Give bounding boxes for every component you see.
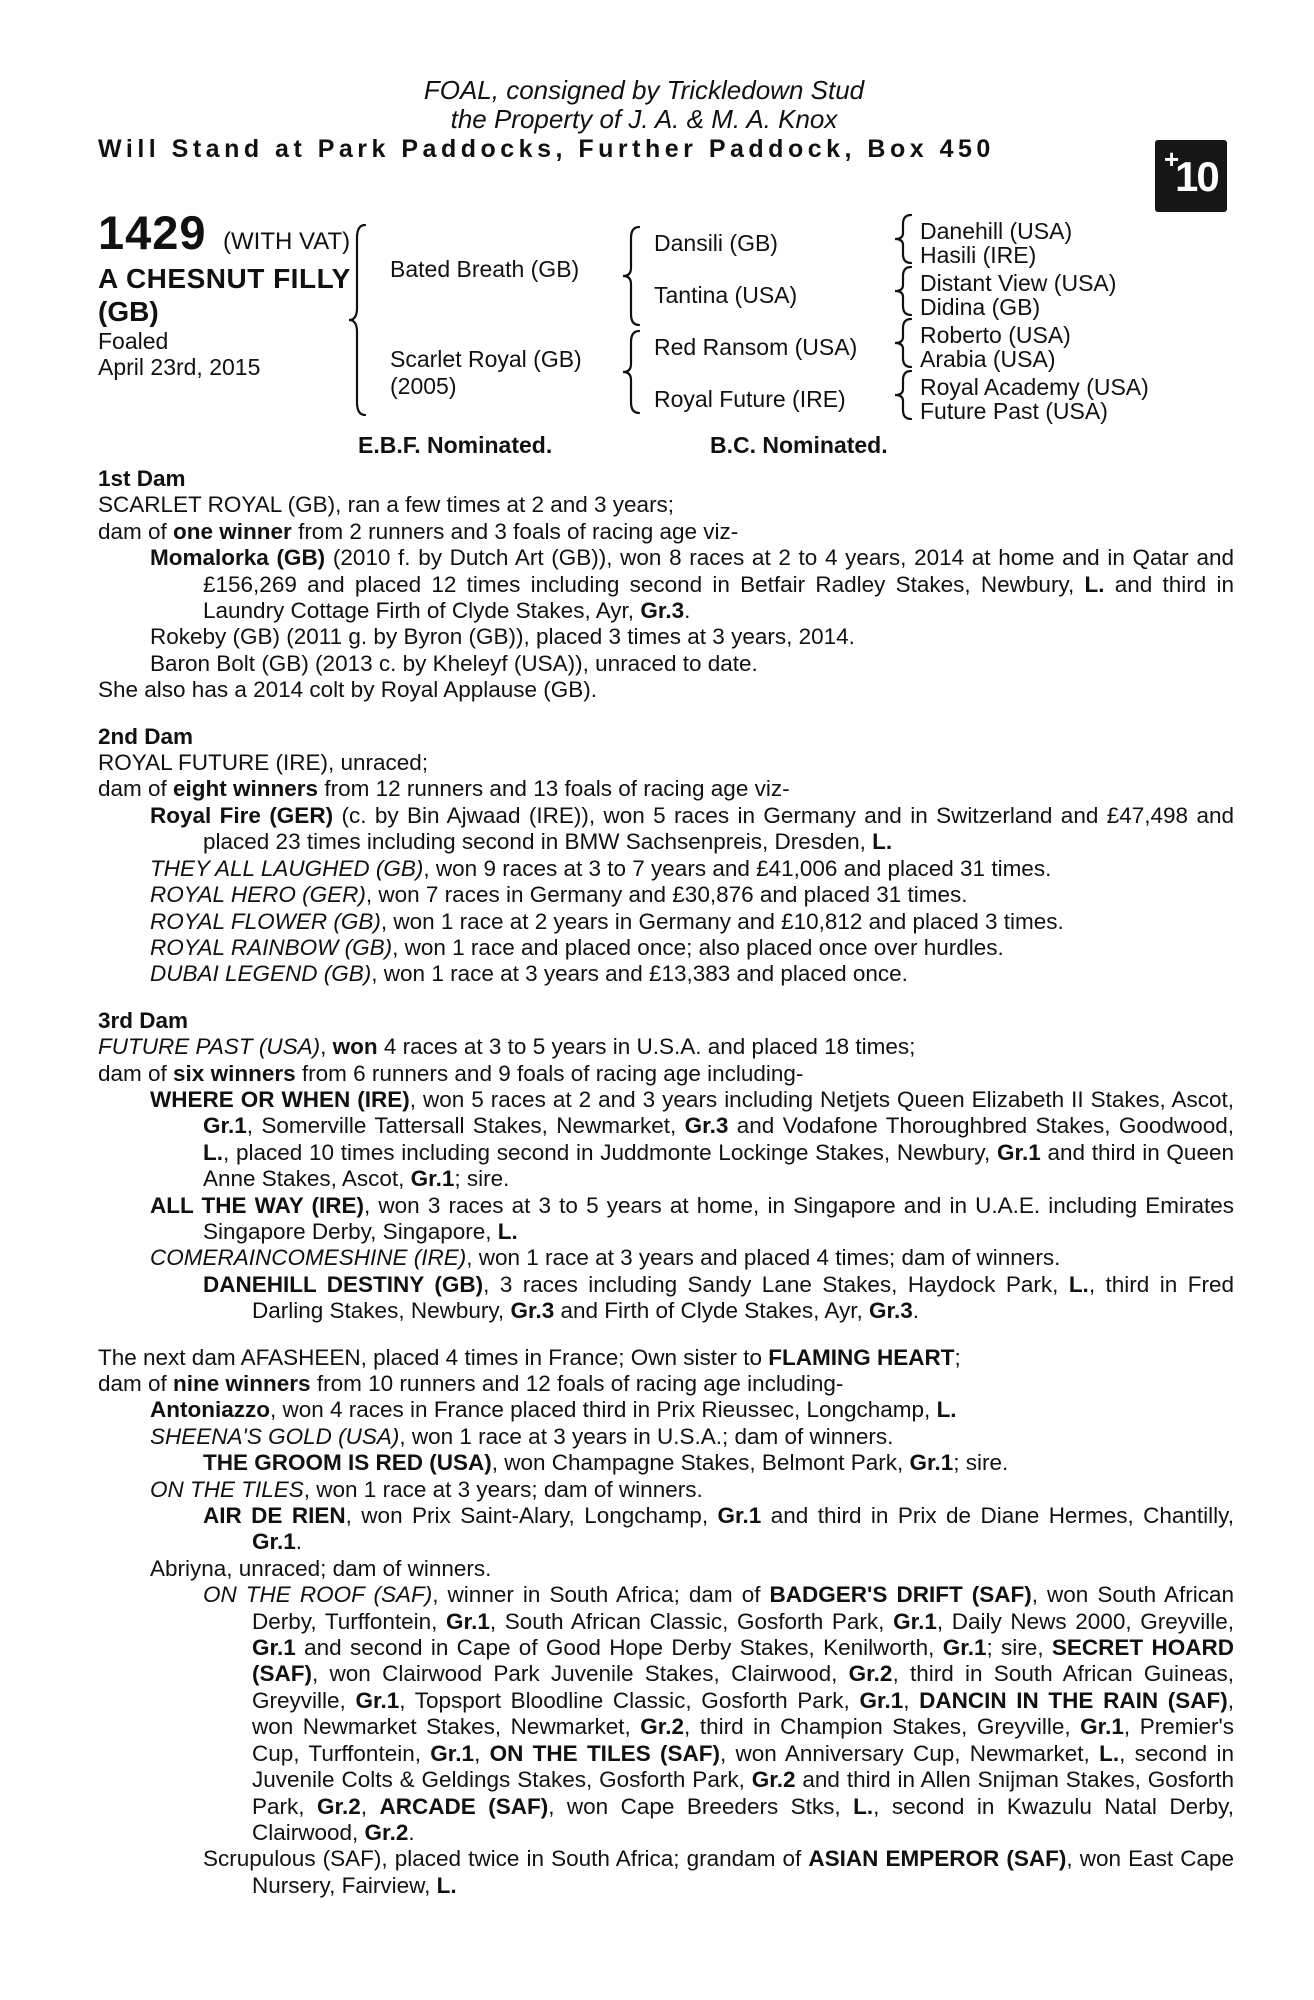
text-run: Gr.1 (859, 1687, 904, 1713)
grandsire-1: Dansili (GB) (654, 230, 778, 256)
text-run: ROYAL FLOWER (GB) (150, 908, 381, 934)
text-run: and third in Allen Snijman Stakes, Gosforth Park, (252, 1767, 1234, 1819)
text-run: , won Prix Saint-Alary, Longchamp, (345, 1503, 718, 1529)
catalog-paragraph (98, 856, 1234, 882)
text-run: Gr.2 (751, 1767, 796, 1793)
horse-country: (GB) (98, 296, 159, 327)
catalog-paragraph (98, 624, 1234, 650)
ebf-nomination: E.B.F. Nominated. (358, 432, 553, 458)
text-run: L. (936, 1397, 957, 1423)
text-run: , third in Fred Darling Stakes, Newbury, (252, 1271, 1234, 1324)
text-run: , Somerville Tattersall Stakes, Newmarket, (246, 1113, 685, 1139)
pedigree-section (98, 1008, 1234, 1325)
text-run: from 12 runners and 13 foals of racing age viz- (318, 776, 790, 802)
text-run: Gr.1 (203, 1113, 247, 1139)
text-run: , won South African Derby, Turffontein, (252, 1582, 1235, 1634)
pedigree-brace-sire (622, 226, 640, 326)
text-run: ARCADE (SAF) (379, 1793, 549, 1819)
text-run: DUBAI LEGEND (GB) (150, 961, 372, 987)
catalog-paragraph (98, 492, 1234, 518)
text-run: Baron Bolt (GB) (2013 c. by Kheleyf (USA)), unraced to date. (150, 650, 758, 676)
section-heading: 1st Dam (98, 466, 186, 491)
text-run: Gr.2 (640, 1714, 685, 1740)
plus-10-badge-icon (1155, 140, 1227, 212)
catalog-paragraph (98, 1272, 1234, 1325)
great-grandparent-7: Royal Academy (USA) (920, 374, 1149, 400)
lot-row (98, 205, 350, 260)
text-run: dam of (98, 776, 174, 802)
text-run: Gr.1 (410, 1166, 455, 1192)
text-run: Gr.3 (868, 1298, 913, 1324)
text-run: . (684, 598, 691, 624)
text-run: Gr.1 (355, 1687, 400, 1713)
catalog-paragraph (98, 1397, 1234, 1423)
catalog-paragraph (98, 935, 1234, 961)
text-run: , Premier's Cup, Turffontein, (252, 1714, 1234, 1766)
text-run: Gr.1 (430, 1740, 475, 1766)
text-run: from 10 runners and 12 foals of racing age including- (310, 1371, 844, 1396)
text-run: , South African Classic, Gosforth Park, (489, 1608, 894, 1634)
great-grandparent-6: Arabia (USA) (920, 346, 1056, 372)
text-run: , won 9 races at 3 to 7 years and £41,006 and placed 31 times. (423, 855, 1052, 881)
text-run: ALL THE WAY (IRE) (150, 1192, 365, 1218)
text-run: ROYAL HERO (GER) (150, 882, 366, 908)
pedigree-section (98, 1345, 1234, 1900)
grandsire-2: Red Ransom (USA) (654, 334, 858, 360)
catalog-paragraph (98, 1450, 1234, 1476)
text-run: eight winners (173, 776, 319, 802)
text-run: Abriyna, unraced; dam of winners. (150, 1555, 492, 1581)
great-grandparent-2: Hasili (IRE) (920, 242, 1037, 268)
catalog-paragraph (98, 1477, 1234, 1503)
text-run: L. (1099, 1740, 1120, 1766)
text-run: Gr.1 (252, 1635, 296, 1661)
text-run: one winner (173, 518, 292, 544)
text-run: , Topsport Bloodline Classic, Gosforth Park, (399, 1687, 860, 1713)
pedigree-section (98, 724, 1234, 988)
text-run: , won 7 races in Germany and £30,876 and placed 31 times. (365, 882, 968, 908)
text-run: , won 1 race at 3 years and placed 4 times; dam of winners. (466, 1245, 1061, 1271)
text-run: Royal Fire (GER) (150, 802, 334, 828)
pedigree-brace-gen4-1 (894, 214, 912, 264)
catalog-paragraph (98, 1345, 1234, 1371)
catalog-paragraph (98, 545, 1234, 624)
text-run: , third in Champion Stakes, Greyville, (684, 1714, 1081, 1740)
text-run: won (332, 1034, 378, 1060)
catalog-paragraph (98, 1424, 1234, 1450)
text-run: SCARLET ROYAL (GB), ran a few times at 2 and 3 years; (98, 492, 675, 518)
text-run: L. (872, 829, 893, 855)
text-run: COMERAINCOMESHINE (IRE) (150, 1245, 467, 1271)
text-run: , won 4 races in France placed third in Prix Rieussec, Longchamp, (269, 1397, 937, 1423)
text-run: , (320, 1034, 333, 1060)
pedigree-section (98, 466, 1234, 704)
text-run: and third in Laundry Cottage Firth of Clyde Stakes, Ayr, (203, 571, 1234, 624)
text-run: Gr.1 (893, 1608, 937, 1634)
catalog-paragraph (98, 803, 1234, 856)
catalog-paragraph (98, 1556, 1234, 1582)
catalog-paragraph (98, 1503, 1234, 1556)
text-run: nine winners (173, 1371, 311, 1396)
text-run: , won East Cape Nursery, Fairview, (252, 1846, 1234, 1898)
text-run: , won 1 race at 2 years in Germany and £10,812 and placed 3 times. (380, 908, 1064, 934)
text-run: , (903, 1687, 920, 1713)
great-grandparent-1: Danehill (USA) (920, 218, 1073, 244)
text-run: Antoniazzo (150, 1397, 270, 1423)
text-run: L. (436, 1872, 457, 1898)
text-run: . (912, 1298, 920, 1324)
text-run: ROYAL RAINBOW (GB) (150, 934, 393, 960)
catalog-paragraph (98, 1087, 1234, 1193)
text-run: ON THE TILES (SAF) (489, 1740, 720, 1766)
text-run: , second in Kwazulu Natal Derby, Clairwood, (252, 1793, 1234, 1845)
text-run: , won Anniversary Cup, Newmarket, (719, 1740, 1100, 1766)
owner-line: the Property of J. A. & M. A. Knox (450, 104, 838, 134)
text-run: Gr.1 (252, 1529, 296, 1555)
text-run: L. (497, 1218, 518, 1244)
text-run: (2010 f. by Dutch Art (GB)), won 8 races at 2 to 4 years, 2014 at home and in Qatar and £156,269 and placed 12 times including second in Betfair Radley Stakes, Newbury, (203, 545, 1234, 597)
text-run: , won 3 races at 3 to 5 years at home, in Singapore and in U.A.E. including Emirates Singapore Derby, Singapore, (203, 1192, 1234, 1244)
text-run: , won 1 race at 3 years in U.S.A.; dam of winners. (399, 1423, 894, 1449)
badge-number: 10 (1175, 153, 1218, 200)
pedigree-brace-dam (622, 330, 640, 414)
text-run: Gr.1 (909, 1450, 954, 1476)
catalog-paragraph (98, 1193, 1234, 1246)
text-run: from 2 runners and 3 foals of racing age viz- (291, 518, 739, 544)
text-run: , Daily News 2000, Greyville, (936, 1608, 1234, 1634)
dam-year: (2005) (390, 373, 457, 399)
text-run: FUTURE PAST (USA) (98, 1034, 321, 1060)
text-run: ON THE TILES (150, 1476, 304, 1502)
catalog-paragraph (98, 1582, 1234, 1846)
text-run: DANCIN IN THE RAIN (SAF) (919, 1687, 1228, 1713)
text-run: ; (954, 1344, 961, 1370)
text-run: BADGER'S DRIFT (SAF) (769, 1582, 1032, 1608)
catalog-paragraph (98, 1061, 1234, 1087)
text-run: from 6 runners and 9 foals of racing age including- (295, 1060, 804, 1086)
text-run: Gr.1 (717, 1503, 762, 1529)
great-grandparent-8: Future Past (USA) (920, 398, 1108, 424)
pedigree-brace-outer (348, 224, 366, 416)
text-run: , 3 races including Sandy Lane Stakes, Haydock Park, (483, 1271, 1069, 1297)
catalog-paragraph (98, 750, 1234, 776)
catalog-paragraph (98, 882, 1234, 908)
catalog-paragraph (98, 677, 1234, 703)
text-run: THEY ALL LAUGHED (GB) (150, 855, 424, 881)
text-run: Gr.1 (942, 1635, 987, 1661)
text-run: ROYAL FUTURE (IRE), unraced; (98, 750, 429, 776)
text-run: (c. by Bin Ajwaad (IRE)), won 5 races in Germany and in Switzerland and £47,498 and placed 23 times including second in BMW Sachsenpreis, Dresden, (203, 802, 1234, 855)
text-run: six winners (173, 1060, 296, 1086)
great-grandparent-3: Distant View (USA) (920, 270, 1117, 296)
text-run: Gr.2 (364, 1819, 409, 1845)
catalog-paragraph (98, 961, 1234, 987)
text-run: , won 5 races at 2 and 3 years including Netjets Queen Elizabeth II Stakes, Ascot, (409, 1086, 1234, 1112)
text-run: FLAMING HEART (768, 1344, 955, 1370)
stand-location-line: Will Stand at Park Paddocks, Further Paddock, Box 450 (98, 135, 995, 163)
great-grandparent-4: Didina (GB) (920, 294, 1041, 320)
catalog-paragraph (98, 1846, 1234, 1899)
horse-description: A CHESNUT FILLY (98, 263, 351, 294)
text-run: THE GROOM IS RED (USA) (203, 1450, 492, 1476)
dam-name: Scarlet Royal (GB) (390, 346, 582, 372)
text-run: 4 races at 3 to 5 years in U.S.A. and placed 18 times; (377, 1034, 916, 1060)
pedigree-brace-gen4-3 (894, 318, 912, 368)
catalog-paragraph (98, 519, 1234, 545)
text-run: and third in Queen Anne Stakes, Ascot, (203, 1139, 1234, 1192)
text-run: L. (1068, 1271, 1089, 1297)
text-run: Gr.1 (996, 1139, 1041, 1165)
great-grandparent-5: Roberto (USA) (920, 322, 1071, 348)
text-run: Gr.2 (848, 1661, 893, 1687)
section-heading: 3rd Dam (98, 1007, 189, 1033)
foaled-label: Foaled (98, 328, 169, 354)
catalog-paragraph (98, 776, 1234, 802)
lot-number: 1429 (98, 206, 207, 259)
sire-name: Bated Breath (GB) (390, 256, 580, 282)
text-run: , won 1 race and placed once; also placed once over hurdles. (392, 934, 1004, 960)
text-run: Gr.3 (510, 1298, 555, 1324)
text-run: L. (203, 1139, 223, 1165)
text-run: , winner in South Africa; dam of (432, 1582, 770, 1608)
text-run: , won Newmarket Stakes, Newmarket, (252, 1687, 1234, 1740)
text-run: DANEHILL DESTINY (GB) (203, 1271, 484, 1297)
text-run: , won Champagne Stakes, Belmont Park, (491, 1450, 910, 1476)
catalog-paragraph (98, 651, 1234, 677)
text-run: , won Clairwood Park Juvenile Stakes, Clairwood, (312, 1661, 849, 1687)
text-run: and second in Cape of Good Hope Derby Stakes, Kenilworth, (295, 1635, 943, 1661)
text-run: WHERE OR WHEN (IRE) (150, 1086, 410, 1112)
text-run: ; sire, (986, 1635, 1052, 1661)
text-run: Momalorka (GB) (150, 545, 326, 571)
text-run: and third in Prix de Diane Hermes, Chantilly, (761, 1503, 1234, 1529)
vat-note: (WITH VAT) (223, 228, 351, 255)
catalog-sections (98, 466, 1234, 1899)
text-run: and Vodafone Thoroughbred Stakes, Goodwood, (728, 1113, 1234, 1139)
granddam-1: Tantina (USA) (654, 282, 798, 308)
text-run: Gr.1 (1080, 1714, 1124, 1740)
text-run: and Firth of Clyde Stakes, Ayr, (554, 1298, 869, 1324)
text-run: , second in Juvenile Colts & Geldings Stakes, Gosforth Park, (252, 1740, 1234, 1793)
catalog-paragraph (98, 1245, 1234, 1271)
text-run: Gr.2 (316, 1793, 361, 1819)
text-run: dam of (98, 518, 174, 544)
text-run: , third in South African Guineas, Greyville, (252, 1661, 1234, 1713)
text-run: ON THE ROOF (SAF) (203, 1582, 433, 1608)
section-heading: 2nd Dam (98, 723, 194, 749)
bc-nomination: B.C. Nominated. (710, 432, 888, 458)
text-run: ; sire. (454, 1166, 510, 1192)
text-run: Gr.1 (446, 1608, 490, 1634)
text-run: SECRET HOARD (SAF) (252, 1635, 1234, 1687)
text-run: . (295, 1529, 303, 1555)
text-run: . (408, 1819, 415, 1845)
text-run: L. (1084, 571, 1105, 597)
text-run: , won Cape Breeders Stks, (548, 1793, 854, 1819)
text-run: The next dam AFASHEEN, placed 4 times in France; Own sister to (98, 1344, 769, 1370)
text-run: AIR DE RIEN (203, 1503, 346, 1529)
text-run: Gr.3 (640, 598, 685, 624)
text-run: Gr.3 (684, 1113, 729, 1139)
text-run: Scrupulous (SAF), placed twice in South Africa; grandam of (203, 1846, 809, 1872)
text-run: , won 1 race at 3 years; dam of winners. (303, 1476, 703, 1502)
catalog-paragraph (98, 1371, 1234, 1397)
text-run: dam of (98, 1371, 174, 1396)
catalog-paragraph (98, 1034, 1234, 1060)
text-run: Rokeby (GB) (2011 g. by Byron (GB)), placed 3 times at 3 years, 2014. (150, 624, 855, 650)
text-run: SHEENA'S GOLD (USA) (150, 1423, 400, 1449)
consignor-line: FOAL, consigned by Trickledown Stud (423, 75, 865, 105)
pedigree-brace-gen4-2 (894, 266, 912, 316)
text-run: ; sire. (953, 1450, 1009, 1476)
text-run: ASIAN EMPEROR (SAF) (808, 1846, 1067, 1872)
text-run: dam of (98, 1060, 174, 1086)
text-run: , won 1 race at 3 years and £13,383 and placed once. (371, 961, 908, 987)
granddam-2: Royal Future (IRE) (654, 386, 846, 412)
pedigree-brace-gen4-4 (894, 370, 912, 420)
catalog-paragraph (98, 909, 1234, 935)
foaled-date: April 23rd, 2015 (98, 354, 261, 380)
text-run: She also has a 2014 colt by Royal Applause (GB). (98, 677, 598, 703)
text-run: , placed 10 times including second in Juddmonte Lockinge Stakes, Newbury, (223, 1139, 997, 1165)
text-run: , (360, 1793, 380, 1819)
plus-sign: + (1164, 144, 1180, 174)
text-run: , (474, 1740, 490, 1766)
text-run: L. (853, 1793, 874, 1819)
